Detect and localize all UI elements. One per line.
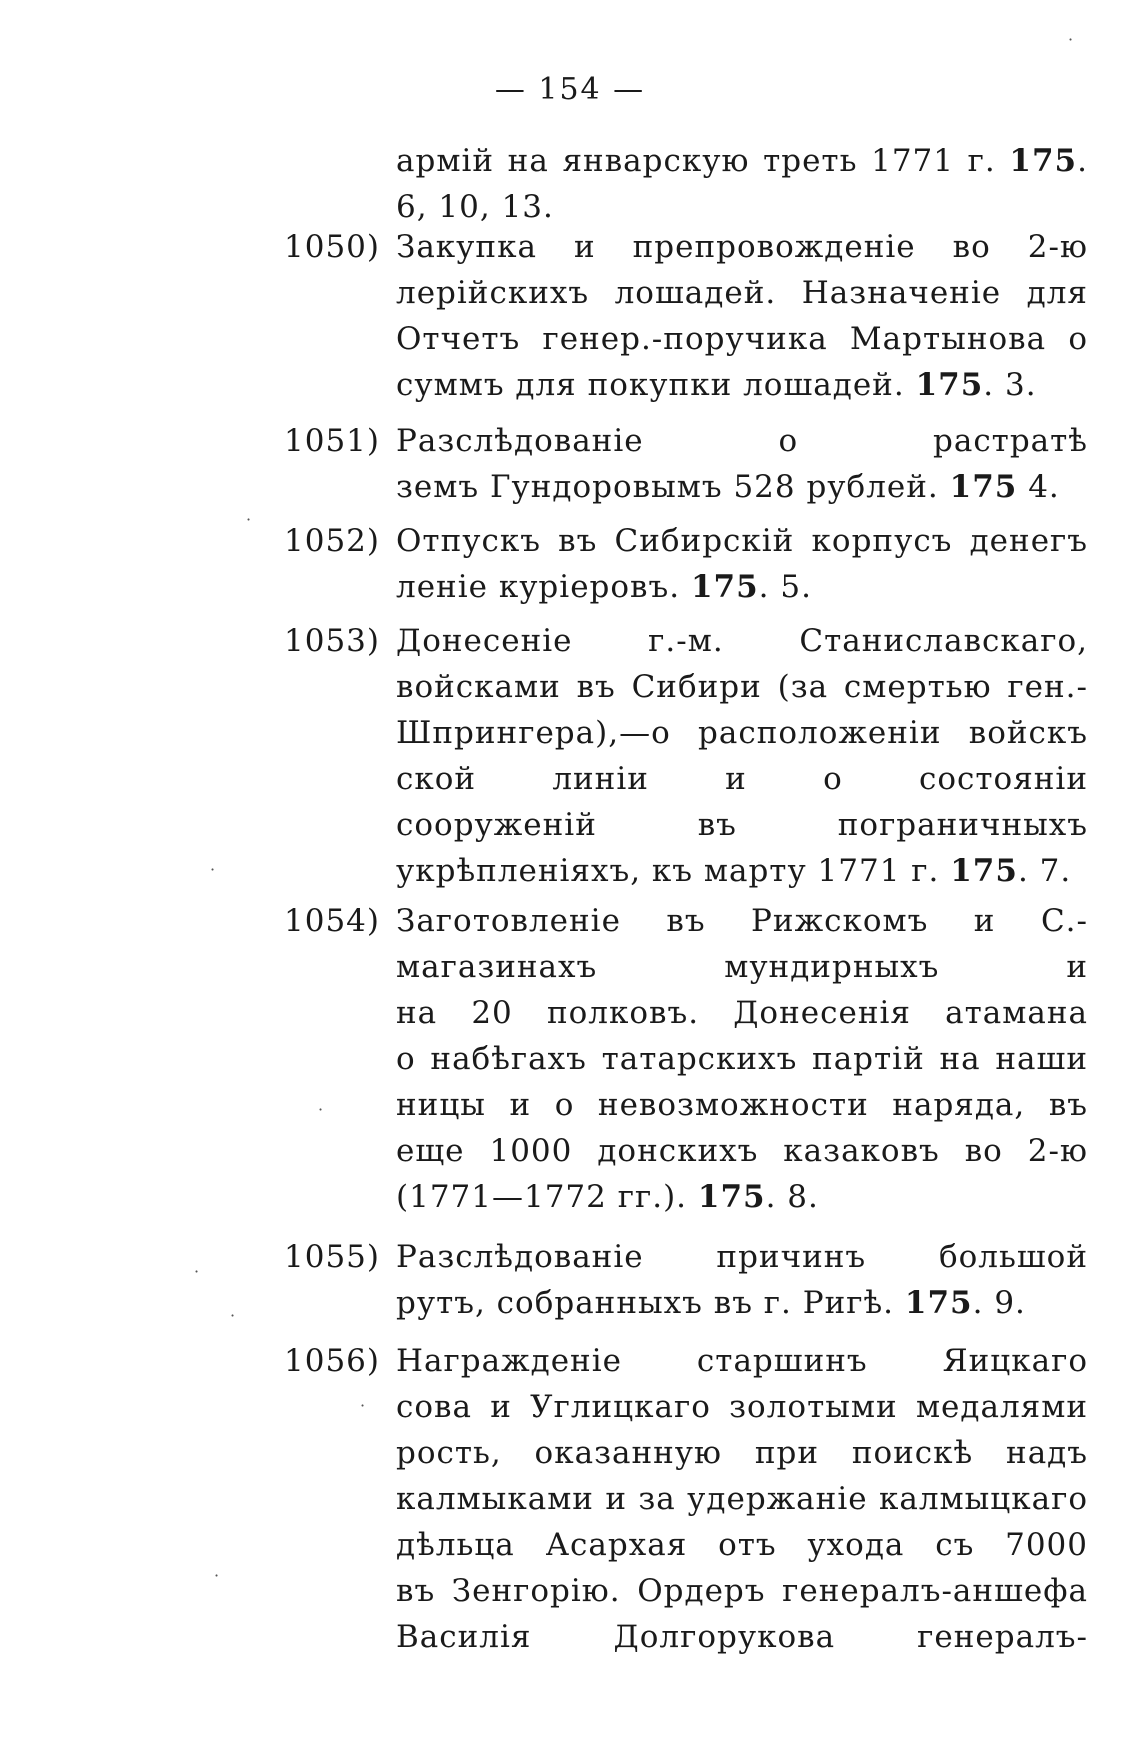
entry-line: рутъ, собранныхъ въ г. Ригѣ. 175. 9. xyxy=(396,1285,1026,1321)
entry-line: армій на январскую треть 1771 г. 175. xyxy=(396,143,1088,179)
entry-line: Разслѣдованіе о растратѣ xyxy=(396,423,1088,459)
entry-line: калмыками и за удержаніе калмыцкаго xyxy=(396,1481,1088,1517)
entry-line: Заготовленіе въ Рижскомъ и С.- xyxy=(396,903,1088,939)
entry-line: укрѣпленіяхъ, къ марту 1771 г. 175. 7. xyxy=(396,853,1072,889)
entry-line: Отпускъ въ Сибирскій корпусъ денегъ xyxy=(396,523,1088,559)
entry-line: войсками въ Сибири (за смертью ген.- xyxy=(396,669,1088,705)
scan-speck: · xyxy=(230,1306,236,1325)
entry-line: Отчетъ генер.-поручика Мартынова о xyxy=(396,321,1088,357)
entry-line: Награжденіе старшинъ Яицкаго xyxy=(396,1343,1088,1379)
entry-line: сова и Углицкаго золотыми медалями xyxy=(396,1389,1088,1425)
entry-line: суммъ для покупки лошадей. 175. 3. xyxy=(396,367,1037,403)
entry-line: ницы и о невозможности наряда, въ xyxy=(396,1087,1088,1123)
entry-line: дѣльца Асархая отъ ухода съ 7000 xyxy=(396,1527,1088,1563)
entry-line: Василія Долгорукова генералъ- xyxy=(396,1619,1088,1655)
entry-line: Шпрингера),—о расположеніи войскъ xyxy=(396,715,1088,751)
entry-line: на 20 полковъ. Донесенія атамана xyxy=(396,995,1088,1031)
entry-line: леніе куріеровъ. 175. 5. xyxy=(396,569,812,605)
entry-line: магазинахъ мундирныхъ и xyxy=(396,949,1088,985)
entry-line: Донесеніе г.-м. Станиславскаго, xyxy=(396,623,1088,659)
entry-line: рость, оказанную при поискѣ надъ xyxy=(396,1435,1088,1471)
entry-line: о набѣгахъ татарскихъ партій на наши xyxy=(396,1041,1088,1077)
entry-number: 1052) xyxy=(284,523,380,559)
scan-speck: · xyxy=(318,1100,324,1119)
entry-number: 1056) xyxy=(284,1343,380,1379)
entry-number: 1050) xyxy=(284,229,380,265)
entry-line: еще 1000 донскихъ казаковъ во 2-ю xyxy=(396,1133,1088,1169)
scan-speck: · xyxy=(246,510,252,529)
entry-line: 6, 10, 13. xyxy=(396,189,554,225)
entry-line: (1771—1772 гг.). 175. 8. xyxy=(396,1179,819,1215)
entry-line: лерійскихъ лошадей. Назначеніе для xyxy=(396,275,1088,311)
entry-line: ской линіи и о состояніи xyxy=(396,761,1088,797)
entry-line: Разслѣдованіе причинъ большой xyxy=(396,1239,1088,1275)
entry-line: сооруженій въ пограничныхъ xyxy=(396,807,1088,843)
scan-speck: · xyxy=(214,1566,220,1585)
entry-line: земъ Гундоровымъ 528 рублей. 175 4. xyxy=(396,469,1060,505)
entry-number: 1055) xyxy=(284,1239,380,1275)
entry-number: 1054) xyxy=(284,903,380,939)
scan-speck: · xyxy=(210,860,216,879)
scan-speck: · xyxy=(360,1396,366,1415)
scan-speck: · xyxy=(194,1262,200,1281)
scan-speck: · xyxy=(1068,30,1074,49)
entry-line: Закупка и препровожденіе во 2-ю xyxy=(396,229,1088,265)
entry-number: 1053) xyxy=(284,623,380,659)
page-number: — 154 — xyxy=(494,72,646,107)
entry-number: 1051) xyxy=(284,423,380,459)
entry-line: въ Зенгорію. Ордеръ генералъ-аншефа xyxy=(396,1573,1088,1609)
